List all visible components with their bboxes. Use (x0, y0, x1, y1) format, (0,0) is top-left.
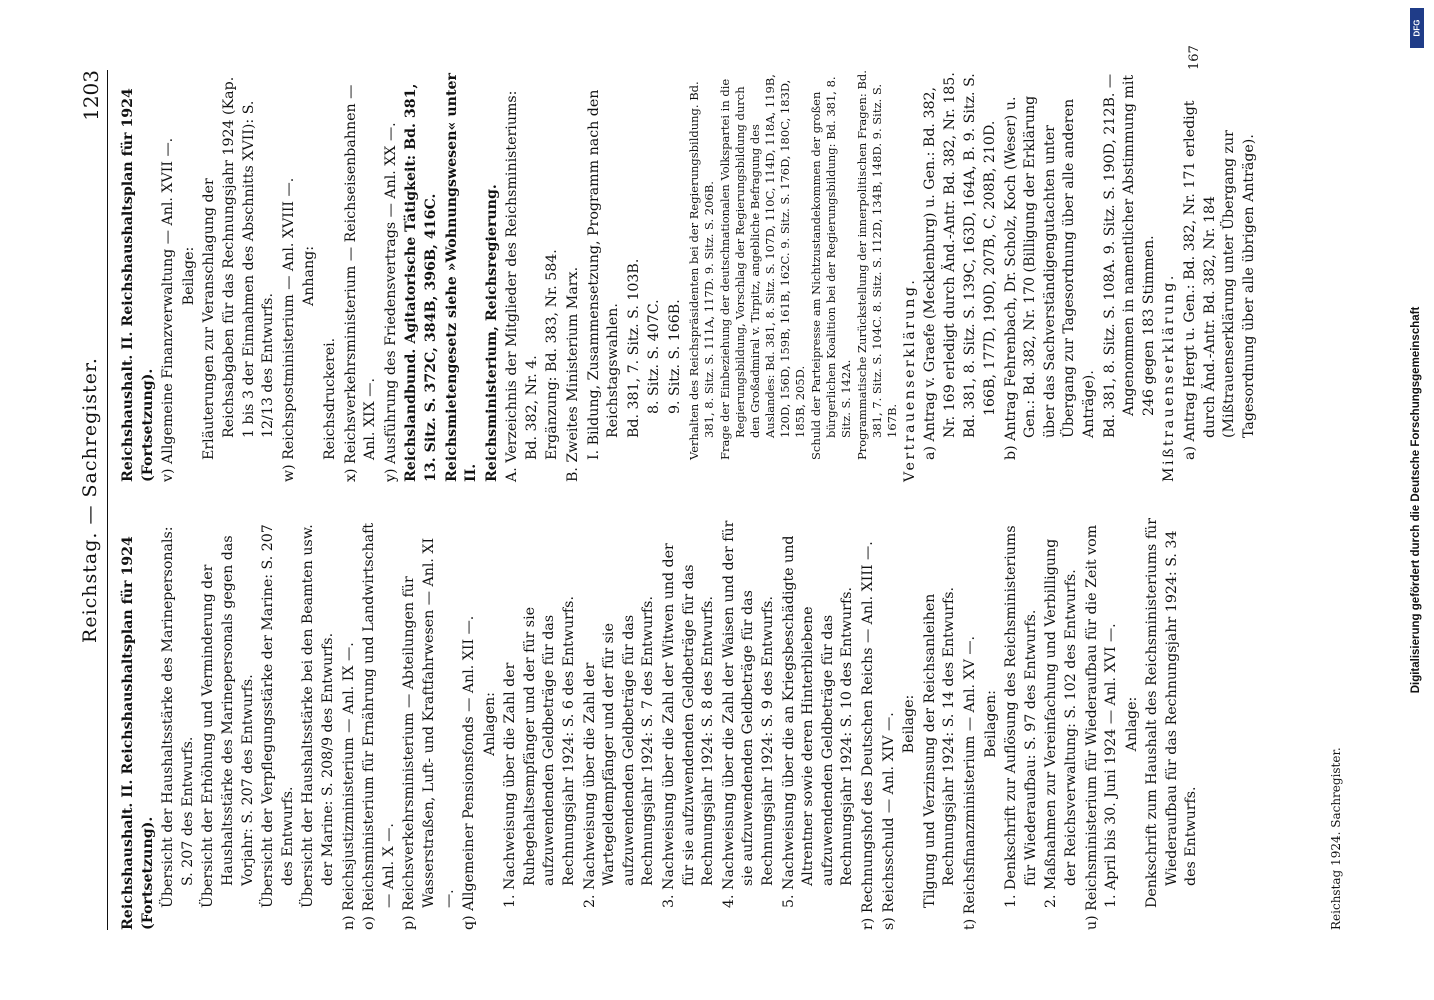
register-entry: Bd. 381, 8. Sitz. S. 108A. 9. Sitz. S. 190D, 212B. — Angenommen in namentlicher Abstimmung mit 246 gegen 183 Stimmen. (1101, 73, 1157, 438)
register-entry: u) Reichsministerium für Wiederaufbau für die Zeit vom 1. April bis 30. Juni 1924 — Anl. XVI —. (1083, 524, 1120, 930)
register-entry: Reichsmietengesetz siehe »Wohnungswesen« unter II. (443, 73, 480, 482)
register-entry: v) Allgemeine Finanzverwaltung — Anl. XVII —. (160, 137, 177, 482)
register-entry: Frage der Einbeziehung der deutschnationalen Volkspartei in die Regierungsbildung, Vorschlag der Regierungsbildung durch den Großadmiral v. Tirpitz, angebliche Befragung des Auslandes: Bd. 381, 8. Sitz. S. 107D, 110C, 114D, 118A, 119B, 120D, 156D, 159B, 161B, 162C. 9. Sitz. S. 176D, 180C, 183D, 185B, 205D. (717, 74, 807, 460)
dfg-logo (1410, 8, 1424, 48)
register-entry: w) Reichspostministerium — Anl. XVIII —. (280, 177, 297, 482)
register-entry: a) Antrag v. Graefe (Mecklenburg) u. Gen.: Bd. 382, Nr. 169 erledigt durch Änd.-Antr. Bd. 382, Nr. 185. (922, 72, 958, 460)
register-entry: I. Bildung, Zusammensetzung, Programm nach den Reichstagswahlen. (585, 89, 622, 460)
register-entry: Reichshaushalt. II. Reichshaushaltsplan für 1924 (Fortsetzung). (120, 536, 156, 930)
register-entry: n) Reichsjustizministerium — Anl. IX —. (340, 642, 357, 930)
register-page (67, 45, 1367, 930)
folio-number: 167 (1187, 45, 1202, 70)
digitization-credit: Digitalisierung gefördert durch die Deutsche Forschungsgemeinschaft (1410, 306, 1422, 694)
page-header (79, 70, 105, 930)
register-entry: 1. Denkschrift zur Auflösung des Reichsministeriums für Wiederaufbau: S. 97 des Entwurfs. (1003, 525, 1039, 908)
register-entry: Bd. 381, 7. Sitz. S. 103B. (625, 258, 642, 438)
register-entry: Denkschrift zum Haushalt des Reichsministeriums für Wiederaufbau für das Rechnungsjahr 1924: S. 34 des Entwurfs. (1144, 518, 1200, 908)
register-entry: a) Antrag Hergt u. Gen.: Bd. 382, Nr. 171 erledigt durch Änd.-Antr. Bd. 382, Nr. 184 (Mißtrauenserklärung unter Übergang zur Tagesordnung über alle übrigen Anträge). (1181, 100, 1257, 460)
register-entry: Beilage: (180, 246, 197, 306)
dfg-logo-text: DFG (1412, 19, 1422, 37)
register-entry: Reichsministerium, Reichsregierung. (483, 184, 500, 482)
register-entry: 2. Maßnahmen zur Vereinfachung und Verbilligung der Reichsverwaltung: S. 102 des Entwurfs. (1043, 538, 1079, 908)
register-entry: Bd. 381, 8. Sitz. S. 139C, 163D, 164A, B. 9. Sitz. S. 166B, 177D, 190D, 207B, C, 208B, 210D. (962, 73, 998, 438)
register-entry: 2. Nachweisung über die Zahl der Wartegeldempfänger und der für sie aufzuwendenden Geldbeträge für das Rechnungsjahr 1924: S. 7 des Entwurfs. (581, 596, 657, 908)
register-entry: 9. Sitz. S. 166B. (667, 299, 684, 414)
register-entry: r) Rechnungshof des Deutschen Reichs — Anl. XIII —. (859, 541, 876, 930)
page-footer: Reichstag 1924. Sachregister. (1329, 747, 1343, 930)
register-entry: 4. Nachweisung über die Zahl der Waisen und der für sie aufzuwendenden Geldbeträge für das Rechnungsjahr 1924: S. 9 des Entwurfs. (720, 520, 776, 908)
register-entry: q) Allgemeiner Pensionsfonds — Anl. XII —. (461, 615, 478, 930)
running-head: Reichstag. — Sachregister. (79, 357, 101, 643)
register-entry: Reichshaushalt. II. Reichshaushaltsplan für 1924 (Fortsetzung). (120, 88, 156, 482)
register-entry: A. Verzeichnis der Mitglieder des Reichsministeriums: Bd. 382, Nr. 4. (504, 90, 540, 482)
register-entry: 3. Nachweisung über die Zahl der Witwen und der für sie aufzuwendenden Geldbeträge für das Rechnungsjahr 1924: S. 8 des Entwurfs. (661, 543, 717, 908)
register-entry: Mißtrauenserklärung. (1161, 273, 1178, 482)
register-entry: Übersicht der Haushaltsstärke des Marinepersonals: S. 207 des Entwurfs. (160, 526, 196, 908)
right-column (119, 70, 1260, 482)
register-entry: t) Reichsfinanzministerium — Anl. XV —. (961, 635, 978, 930)
register-entry: x) Reichsverkehrsministerium — Reichseisenbahnen — Anl. XIX —. (342, 84, 379, 482)
register-entry: y) Ausführung des Friedensvertrags — Anl. XX —. (382, 122, 399, 482)
register-entry: Vertrauenserklärung. (901, 277, 918, 482)
register-entry: Übersicht der Erhöhung und Verminderung der Haushaltsstärke des Marinepersonals gegen das Vorjahr: S. 207 des Entwurfs. (200, 535, 256, 908)
register-entry: B. Zweites Ministerium Marx. (565, 266, 582, 482)
register-entry: Beilagen: (982, 690, 999, 758)
register-entry: Übersicht der Haushaltsstärke bei den Beamten usw. der Marine: S. 208/9 des Entwurfs. (300, 524, 336, 908)
page-number: 1203 (79, 70, 103, 121)
register-entry: Anlagen: (481, 692, 498, 756)
register-entry: Erläuterungen zur Veranschlagung der Reichsabgaben für das Rechnungsjahr 1924 (Kap. 1 bis 3 der Einnahmen des Abschnitts XVII): S. 12/13 des Entwurfs. (201, 76, 277, 460)
header-rule (107, 70, 108, 930)
register-entry: 5. Nachweisung über die an Kriegsbeschädigte und Altrentner sowie deren Hinterbliebene aufzuwendenden Geldbeträge für das Rechnungsjahr 1924: S. 10 des Entwurfs. (780, 535, 856, 908)
register-entry: s) Reichsschuld — Anl. XIV —. (880, 712, 897, 930)
register-entry: Beilage: (901, 694, 918, 754)
register-entry: Reichslandbund. Agitatorische Tätigkeit: Bd. 381, 13. Sitz. S. 372C, 384B, 396B, 416C. (403, 83, 439, 482)
register-entry: o) Reichsministerium für Ernährung und Landwirtschaft — Anl. X —. (361, 522, 397, 930)
register-entry: Reichsdruckerei. (321, 337, 338, 460)
register-entry: Anhang: (301, 246, 318, 306)
register-entry: p) Reichsverkehrsministerium — Abteilungen für Wasserstraßen, Luft- und Kraftfahrwesen — Anl. XI —. (401, 537, 457, 930)
left-column (119, 518, 1203, 930)
register-entry: Tilgung und Verzinsung der Reichsanleihen Rechnungsjahr 1924: S. 14 des Entwurfs. (921, 587, 958, 908)
register-entry: Übersicht der Verpflegungsstärke der Marine: S. 207 des Entwurfs. (260, 524, 296, 908)
register-entry: 1. Nachweisung über die Zahl der Ruhegehaltsempfänger und der für sie aufzuwendenden Geldbeträge für das Rechnungsjahr 1924: S. 6 des Entwurfs. (502, 596, 578, 908)
register-entry: Ergänzung: Bd. 383, Nr. 584. (544, 249, 561, 460)
register-entry: Programmatische Zurückstellung der innerpolitischen Fragen: Bd. 381, 7. Sitz. S. 104C. 8. Sitz. S. 112D, 134B, 148D. 9. Sitz. S. 167B. (854, 70, 899, 460)
register-entry: 8. Sitz. S. 407C. (646, 299, 663, 414)
digitization-sidebar (1396, 0, 1434, 1000)
register-entry: Schuld der Parteipresse am Nichtzustandekommen der großen bürgerlichen Koalition bei der Regierungsbildung: Bd. 381, 8. Sitz. S. 142A. (808, 76, 853, 460)
register-entry: Verhalten des Reichspräsidenten bei der Regierungsbildung. Bd. 381, 8. Sitz. S. 111A, 117D. 9. Sitz. S. 206B. (686, 81, 716, 460)
register-entry: Anlage: (1123, 696, 1140, 752)
register-entry: b) Antrag Fehrenbach, Dr. Scholz, Koch (Weser) u. Gen.: Bd. 382, Nr. 170 (Billigung der Erklärung über das Sachverständigengutachten unter Übergang zur Tagesordnung über alle anderen Anträge). (1002, 95, 1097, 460)
